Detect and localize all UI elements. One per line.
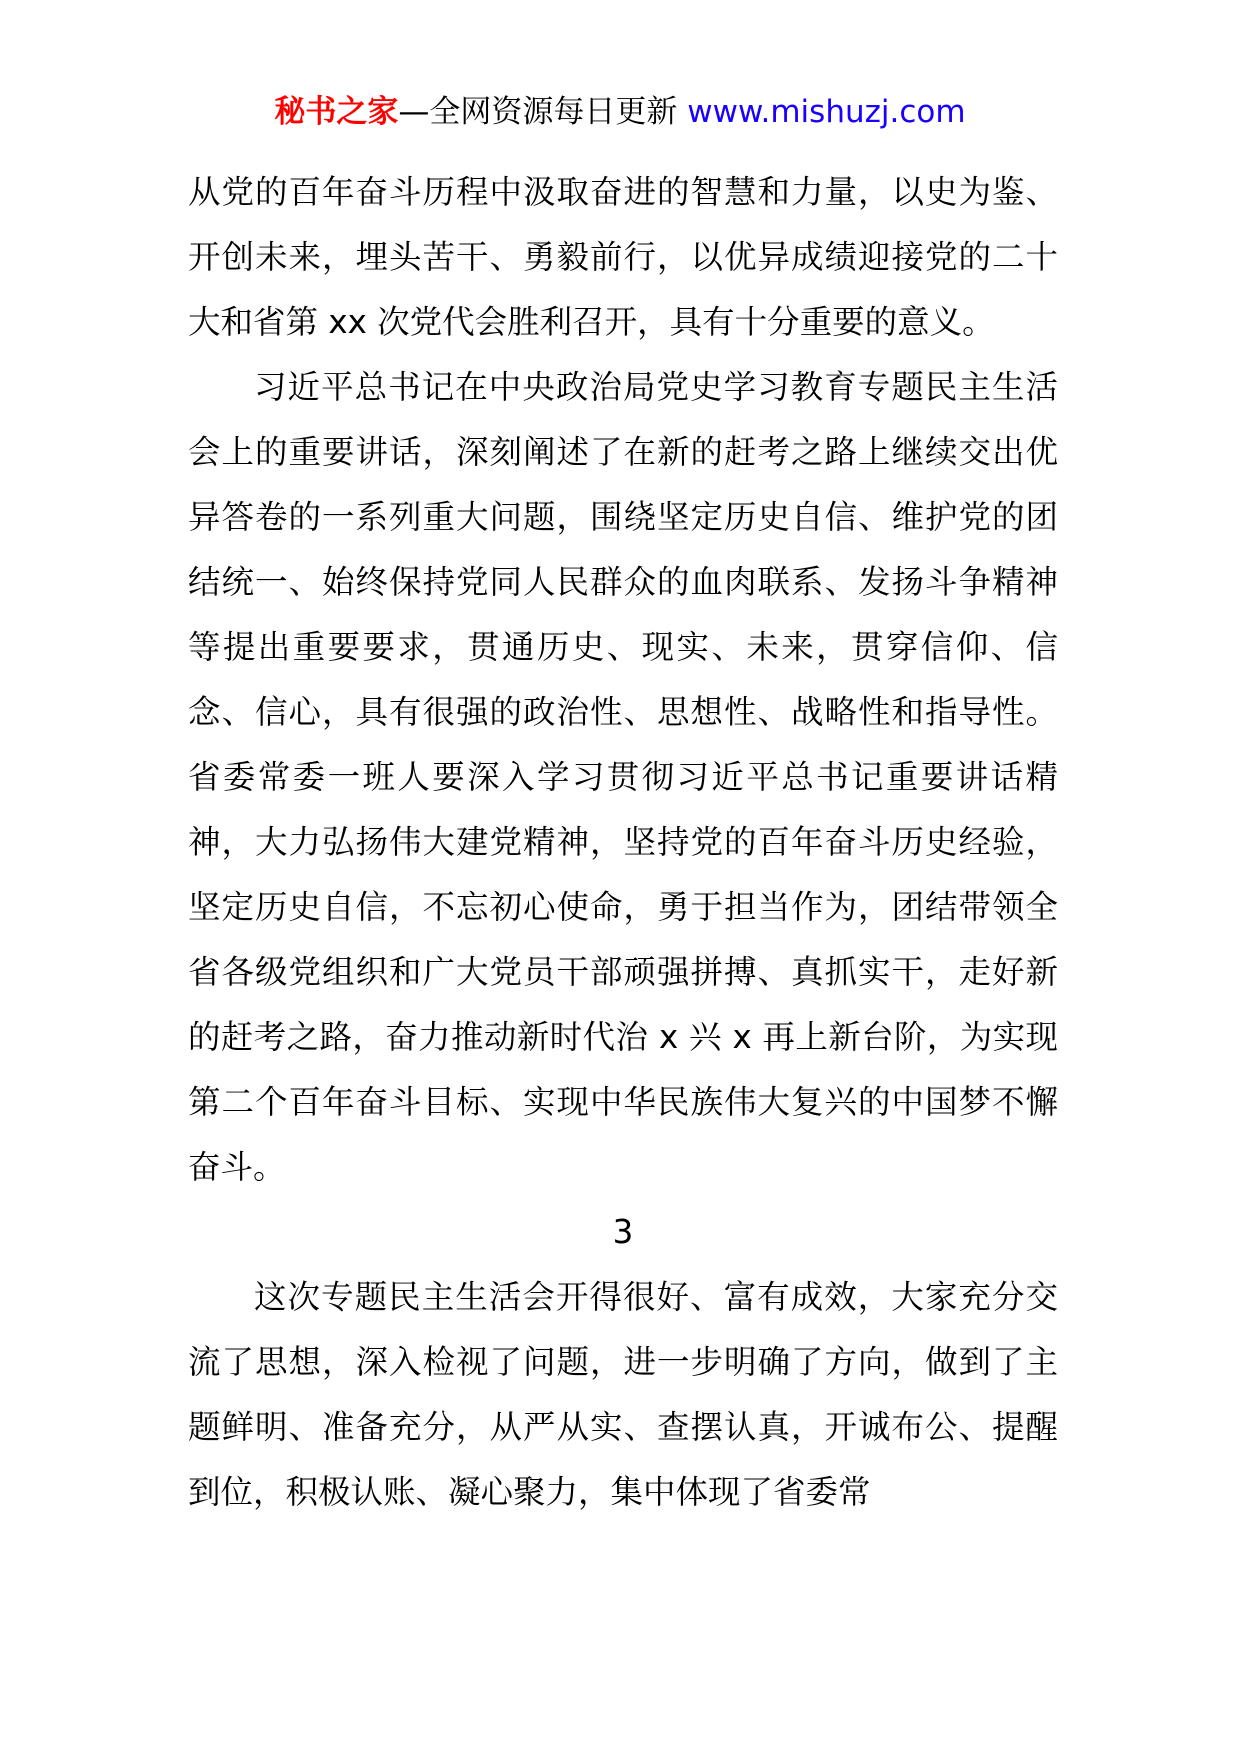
paragraph-speech-summary: 习近平总书记在中央政治局党史学习教育专题民主生活会上的重要讲话，深刻阐述了在新的赶考之路上继续交出优异答卷的一系列重大问题，围绕坚定历史自信、维护党的团结统一、始终保持党同人民群众的血肉联系、发扬斗争精神等提出重要要求，贯通历史、现实、未来，贯穿信仰、信念、信心，具有很强的政治性、思想性、战略性和指导性。省委常委一班人要深入学习贯彻习近平总书记重要讲话精神，大力弘扬伟大建党精神，坚持党的百年奋斗历史经验，坚定历史自信，不忘初心使命，勇于担当作为，团结带领全省各级党组织和广大党员干部顽强拼搏、真抓实干，走好新的赶考之路，奋力推动新时代治 x 兴 x 再上新台阶，为实现第二个百年奋斗目标、实现中华民族伟大复兴的中国梦不懈奋斗。 [188, 368, 1058, 1186]
paragraph-meeting-evaluation: 这次专题民主生活会开得很好、富有成效，大家充分交流了思想，深入检视了问题，进一步明确了方向，做到了主题鲜明、准备充分，从严从实、查摆认真，开诚布公、提醒到位，积极认账、凝心聚力，集中体现了省委常 [188, 1278, 1058, 1511]
document-body [188, 160, 1058, 1525]
brand-name: 秘书之家 [274, 94, 399, 130]
site-header [0, 92, 1240, 132]
section-number: 3 [612, 1213, 634, 1251]
header-tagline: —全网资源每日更新 [398, 94, 678, 130]
paragraph-continuation: 从党的百年奋斗历程中汲取奋进的智慧和力量，以史为鉴、开创未来，埋头苦干、勇毅前行，以优异成绩迎接党的二十大和省第 xx 次党代会胜利召开，具有十分重要的意义。 [188, 173, 1058, 341]
site-url-link[interactable]: www.mishuzj.com [687, 94, 966, 130]
